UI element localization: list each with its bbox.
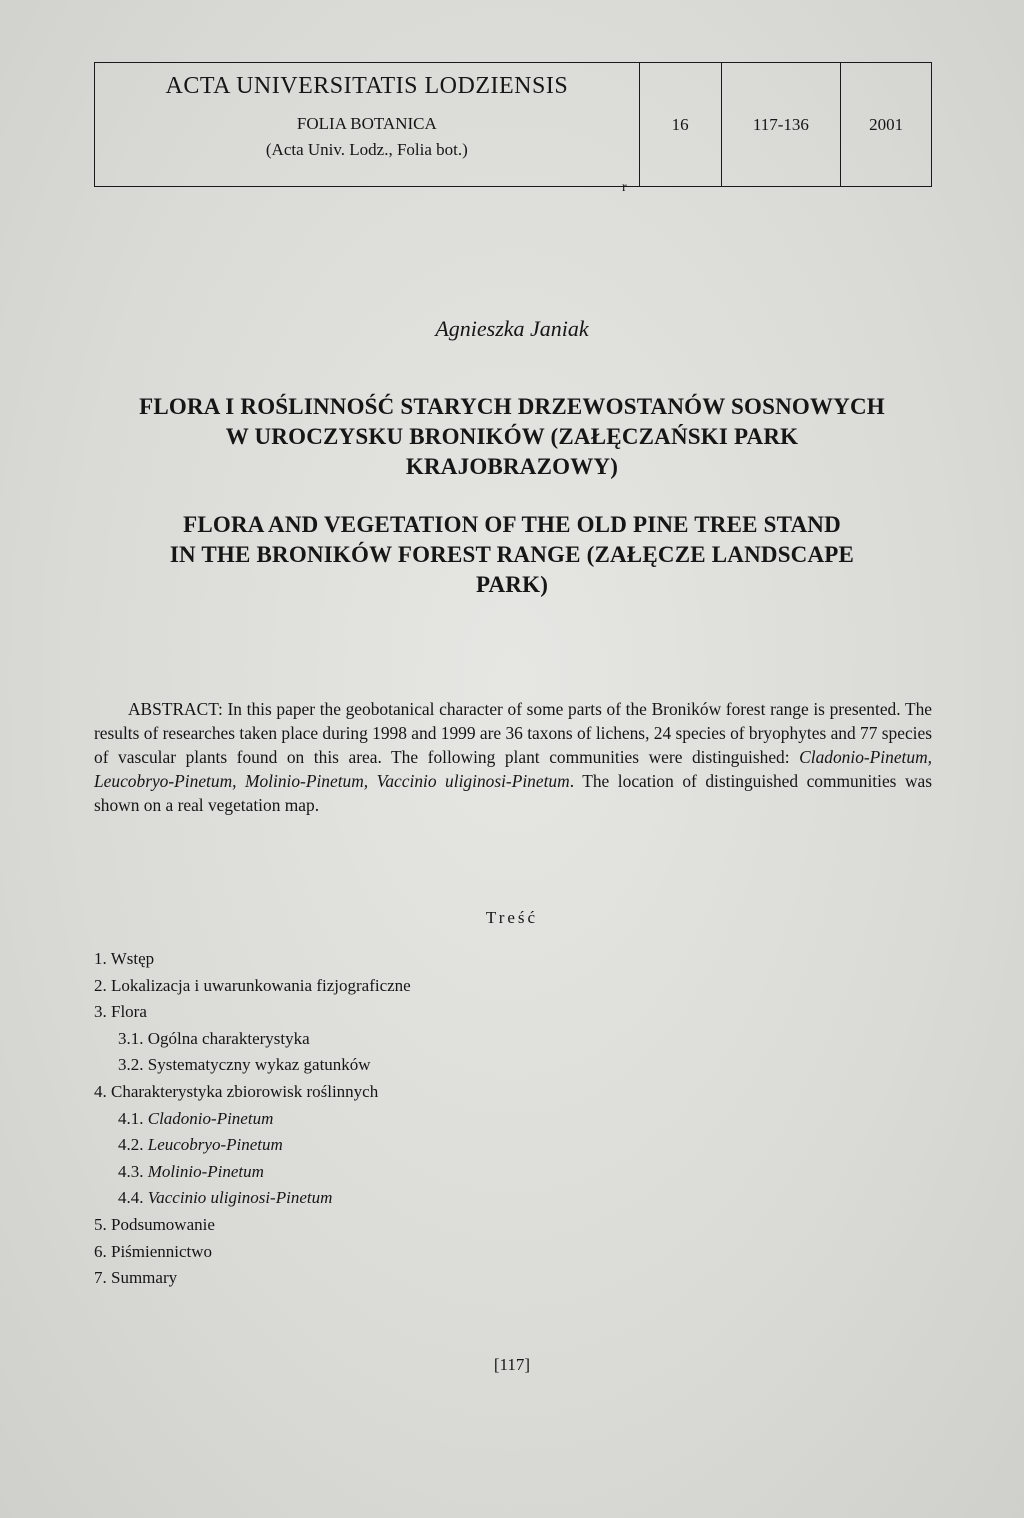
toc-item-label: Flora xyxy=(111,1002,147,1022)
toc-item-number: 6. xyxy=(94,1241,107,1261)
title-line: FLORA I ROŚLINNOŚĆ STARYCH DRZEWOSTANÓW SOSNOWYCH xyxy=(139,394,885,419)
volume-cell xyxy=(640,63,722,186)
toc-item xyxy=(94,1239,411,1266)
stray-mark: r xyxy=(622,180,627,195)
toc-heading: Treść xyxy=(485,908,539,927)
series-abbreviation: (Acta Univ. Lodz., Folia bot.) xyxy=(265,140,468,159)
toc-item-label: Wstęp xyxy=(110,949,155,968)
abstract-communities: Cladonio-Pinetum, Leucobryo-Pinetum, Molinio-Pinetum, Vaccinio uliginosi-Pinetum xyxy=(94,747,932,791)
toc-item xyxy=(94,1052,411,1079)
toc-item-number: 3.1. xyxy=(118,1028,144,1048)
toc-item xyxy=(94,973,411,1000)
title-line: IN THE BRONIKÓW FOREST RANGE (ZAŁĘCZE LANDSCAPE xyxy=(169,542,855,567)
title-line: PARK) xyxy=(475,572,549,597)
toc-item xyxy=(94,1079,411,1106)
toc-item-label: Summary xyxy=(111,1268,178,1288)
abstract-text-end: . The location of distinguished communities was shown on a real vegetation map. xyxy=(94,771,932,815)
toc-item-number: 5. xyxy=(94,1214,107,1234)
toc-item xyxy=(94,946,411,973)
toc-item xyxy=(94,1212,411,1239)
toc-item-label: Ogólna charakterystyka xyxy=(147,1028,310,1048)
toc-item-label: Vaccinio uliginosi-Pinetum xyxy=(147,1188,333,1208)
toc-item xyxy=(94,1106,411,1133)
toc-item-number: 4.3. xyxy=(118,1161,144,1181)
toc-item-label: Systematyczny wykaz gatunków xyxy=(147,1055,371,1075)
series-cell xyxy=(95,63,640,186)
abstract-paragraph xyxy=(94,697,932,817)
toc-item xyxy=(94,999,411,1026)
toc-item-number: 4.1. xyxy=(118,1108,144,1128)
toc-item-label: Cladonio-Pinetum xyxy=(147,1108,274,1128)
author-name: Agnieszka Janiak xyxy=(435,316,589,341)
page-number: [117] xyxy=(493,1355,531,1374)
title-polish xyxy=(80,392,944,482)
table-of-contents xyxy=(94,946,411,1292)
toc-item-number: 2. xyxy=(94,975,107,995)
toc-item-label: Leucobryo-Pinetum xyxy=(147,1135,283,1155)
toc-item-label: Charakterystyka zbiorowisk roślinnych xyxy=(111,1081,379,1101)
page-range: 117-136 xyxy=(752,114,809,134)
abstract-text: ABSTRACT: In this paper the geobotanical character of some parts of the Broników forest range is presented. The results of researches taken place during 1998 and 1999 are 36 taxons of lichens, 24 species of bryophytes and 77 species of vascular plants found on this area. The following plant communities were distinguished: xyxy=(94,699,932,767)
volume-number: 16 xyxy=(671,114,689,134)
toc-item-label: Piśmiennictwo xyxy=(111,1241,213,1261)
toc-item-number: 1. xyxy=(94,949,107,968)
subseries-name: FOLIA BOTANICA xyxy=(296,114,437,133)
toc-item xyxy=(94,1132,411,1159)
toc-item xyxy=(94,1185,411,1212)
toc-item-number: 4.2. xyxy=(118,1135,144,1155)
title-line: KRAJOBRAZOWY) xyxy=(405,454,619,479)
publication-year: 2001 xyxy=(869,114,904,134)
title-line: FLORA AND VEGETATION OF THE OLD PINE TREE STAND xyxy=(183,512,841,537)
toc-item-label: Molinio-Pinetum xyxy=(147,1161,264,1181)
toc-item-number: 4.4. xyxy=(118,1188,144,1208)
toc-item-number: 7. xyxy=(94,1268,107,1288)
series-name: ACTA UNIVERSITATIS LODZIENSIS xyxy=(165,73,569,99)
toc-item xyxy=(94,1026,411,1053)
toc-item xyxy=(94,1265,411,1292)
journal-header-table xyxy=(94,62,932,187)
title-line: W UROCZYSKU BRONIKÓW (ZAŁĘCZAŃSKI PARK xyxy=(225,424,799,449)
toc-item-number: 3.2. xyxy=(118,1055,144,1075)
toc-item-number: 4. xyxy=(94,1081,107,1101)
toc-item-label: Lokalizacja i uwarunkowania fizjograficzne xyxy=(111,975,411,995)
title-english xyxy=(80,510,944,600)
year-cell xyxy=(841,63,931,186)
toc-item-label: Podsumowanie xyxy=(111,1214,215,1234)
pages-cell xyxy=(722,63,842,186)
toc-item-number: 3. xyxy=(94,1002,107,1022)
toc-item xyxy=(94,1159,411,1186)
